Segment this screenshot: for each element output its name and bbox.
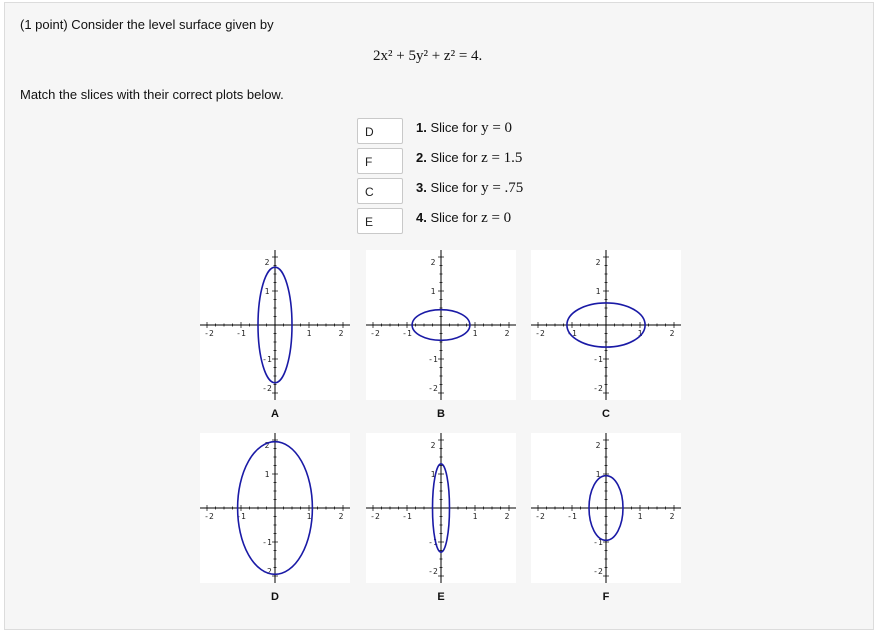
answer-input-4[interactable]: E [357,208,403,234]
x-tick-label: -2 [370,512,380,521]
x-tick-label: 1 [472,512,478,521]
x-tick-label: 2 [338,329,344,338]
y-tick-label: 1 [264,287,270,296]
x-tick-label: 2 [504,512,510,521]
x-tick-label: 1 [306,512,312,521]
plot-svg [200,433,350,583]
slice-number: 2. [416,150,427,165]
plot-f [531,433,681,583]
plot-svg [366,433,516,583]
answer-input-1[interactable]: D [357,118,403,144]
x-tick-label: -2 [535,512,545,521]
answer-input-3[interactable]: C [357,178,403,204]
y-tick-label: -2 [262,384,272,393]
y-tick-label: -2 [428,384,438,393]
slice-text: Slice for [430,120,478,135]
plot-label-b: B [437,408,445,420]
y-tick-label: -1 [262,538,272,547]
x-tick-label: 2 [504,329,510,338]
answer-column [357,118,403,238]
slice-text: Slice for [430,210,478,225]
problem-intro: (1 point) Consider the level surface given by [20,17,274,32]
plot-label-d: D [271,591,279,603]
x-tick-label: -1 [567,512,577,521]
match-instructions: Match the slices with their correct plots below. [20,87,284,102]
x-tick-label: 2 [338,512,344,521]
slice-equation: z = 1.5 [481,150,523,166]
slice-item-3 [416,178,523,208]
plot-svg [366,250,516,400]
slice-equation: z = 0 [481,210,512,226]
y-tick-label: -1 [593,355,603,364]
slice-equation: y = 0 [481,120,513,136]
plot-label-a: A [271,408,279,420]
y-tick-label: -1 [428,355,438,364]
plot-d [200,433,350,583]
x-tick-label: -2 [535,329,545,338]
x-tick-label: 2 [669,329,675,338]
y-tick-label: 1 [595,470,601,479]
plot-label-f: F [602,591,610,603]
x-tick-label: 1 [306,329,312,338]
y-tick-label: 1 [430,287,436,296]
y-tick-label: 1 [264,470,270,479]
y-tick-label: 2 [264,258,270,267]
y-tick-label: -2 [593,384,603,393]
plot-c [531,250,681,400]
slice-text: Slice for [430,180,478,195]
plot-b [366,250,516,400]
slice-item-2 [416,148,523,178]
x-tick-label: -1 [236,329,246,338]
x-tick-label: -1 [402,512,412,521]
y-tick-label: 1 [595,287,601,296]
slice-item-4 [416,208,523,238]
plot-a [200,250,350,400]
slice-text: Slice for [430,150,478,165]
x-tick-label: 2 [669,512,675,521]
slice-list [416,118,523,238]
y-tick-label: -1 [593,538,603,547]
plot-svg [531,250,681,400]
y-tick-label: -2 [593,567,603,576]
x-tick-label: -1 [236,512,246,521]
x-tick-label: 1 [637,512,643,521]
plot-e [366,433,516,583]
slice-item-1 [416,118,523,148]
slice-number: 3. [416,180,427,195]
answer-input-2[interactable]: F [357,148,403,174]
surface-equation: 2x² + 5y² + z² = 4. [373,48,483,64]
plot-label-e: E [437,591,445,603]
x-tick-label: -2 [204,512,214,521]
y-tick-label: -1 [428,538,438,547]
y-tick-label: 1 [430,470,436,479]
plot-label-c: C [602,408,610,420]
y-tick-label: 2 [430,441,436,450]
plot-svg [200,250,350,400]
x-tick-label: -1 [567,329,577,338]
y-tick-label: 2 [430,258,436,267]
x-tick-label: 1 [637,329,643,338]
y-tick-label: 2 [264,441,270,450]
y-tick-label: -2 [428,567,438,576]
slice-number: 1. [416,120,427,135]
x-tick-label: 1 [472,329,478,338]
x-tick-label: -1 [402,329,412,338]
plot-svg [531,433,681,583]
y-tick-label: 2 [595,441,601,450]
y-tick-label: -1 [262,355,272,364]
slice-equation: y = .75 [481,180,524,196]
x-tick-label: -2 [204,329,214,338]
y-tick-label: -2 [262,567,272,576]
y-tick-label: 2 [595,258,601,267]
slice-number: 4. [416,210,427,225]
x-tick-label: -2 [370,329,380,338]
